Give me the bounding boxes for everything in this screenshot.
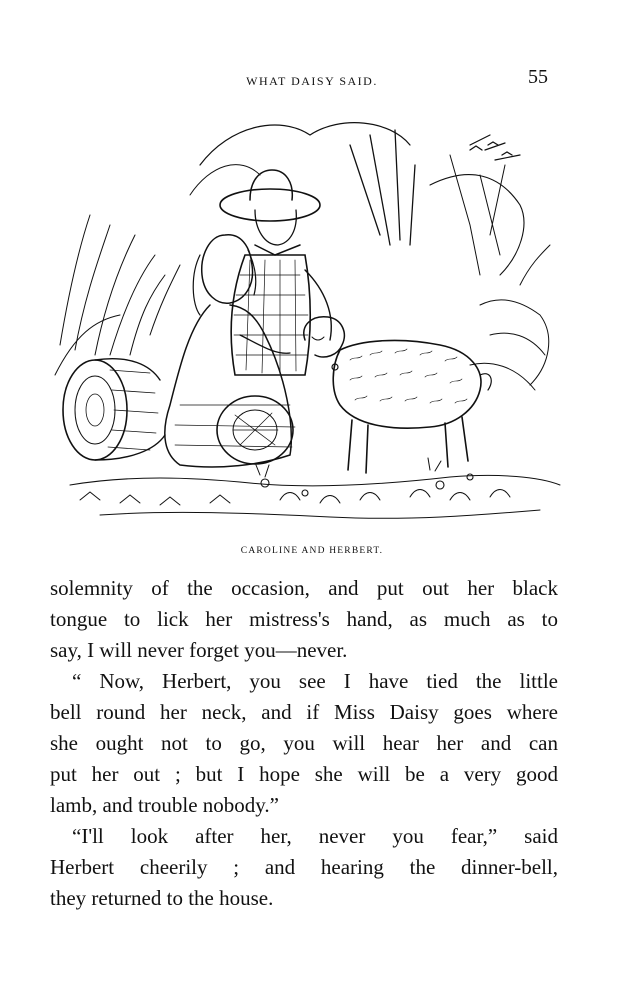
text-line: they returned to the house. bbox=[50, 886, 274, 910]
body-text bbox=[50, 573, 558, 914]
paragraph-3 bbox=[50, 821, 558, 914]
text-line: Herbert cheerily ; and hearing the dinner-bell, bbox=[50, 855, 558, 879]
text-line: “I'll look after her, never you fear,” said bbox=[72, 824, 558, 848]
text-line: lamb, and trouble nobody.” bbox=[50, 793, 280, 817]
illustration-caption: CAROLINE AND HERBERT. bbox=[240, 546, 384, 556]
text-line: solemnity of the occasion, and put out her black bbox=[50, 576, 558, 600]
paragraph-1 bbox=[50, 573, 558, 666]
text-line: put her out ; but I hope she will be a very good bbox=[50, 762, 558, 786]
text-line: “ Now, Herbert, you see I have tied the little bbox=[72, 669, 558, 693]
page-number: 55 bbox=[528, 66, 548, 88]
text-line: tongue to lick her mistress's hand, as much as to bbox=[50, 607, 558, 631]
text-line: bell round her neck, and if Miss Daisy goes where bbox=[50, 700, 558, 724]
text-line: she ought not to go, you will hear her and can bbox=[50, 731, 558, 755]
paragraph-2 bbox=[50, 666, 558, 821]
engraving-drawing bbox=[50, 105, 570, 537]
running-title: WHAT DAISY SAID. bbox=[246, 74, 378, 88]
text-line: say, I will never forget you—never. bbox=[50, 638, 348, 662]
engraving-illustration bbox=[50, 105, 570, 537]
